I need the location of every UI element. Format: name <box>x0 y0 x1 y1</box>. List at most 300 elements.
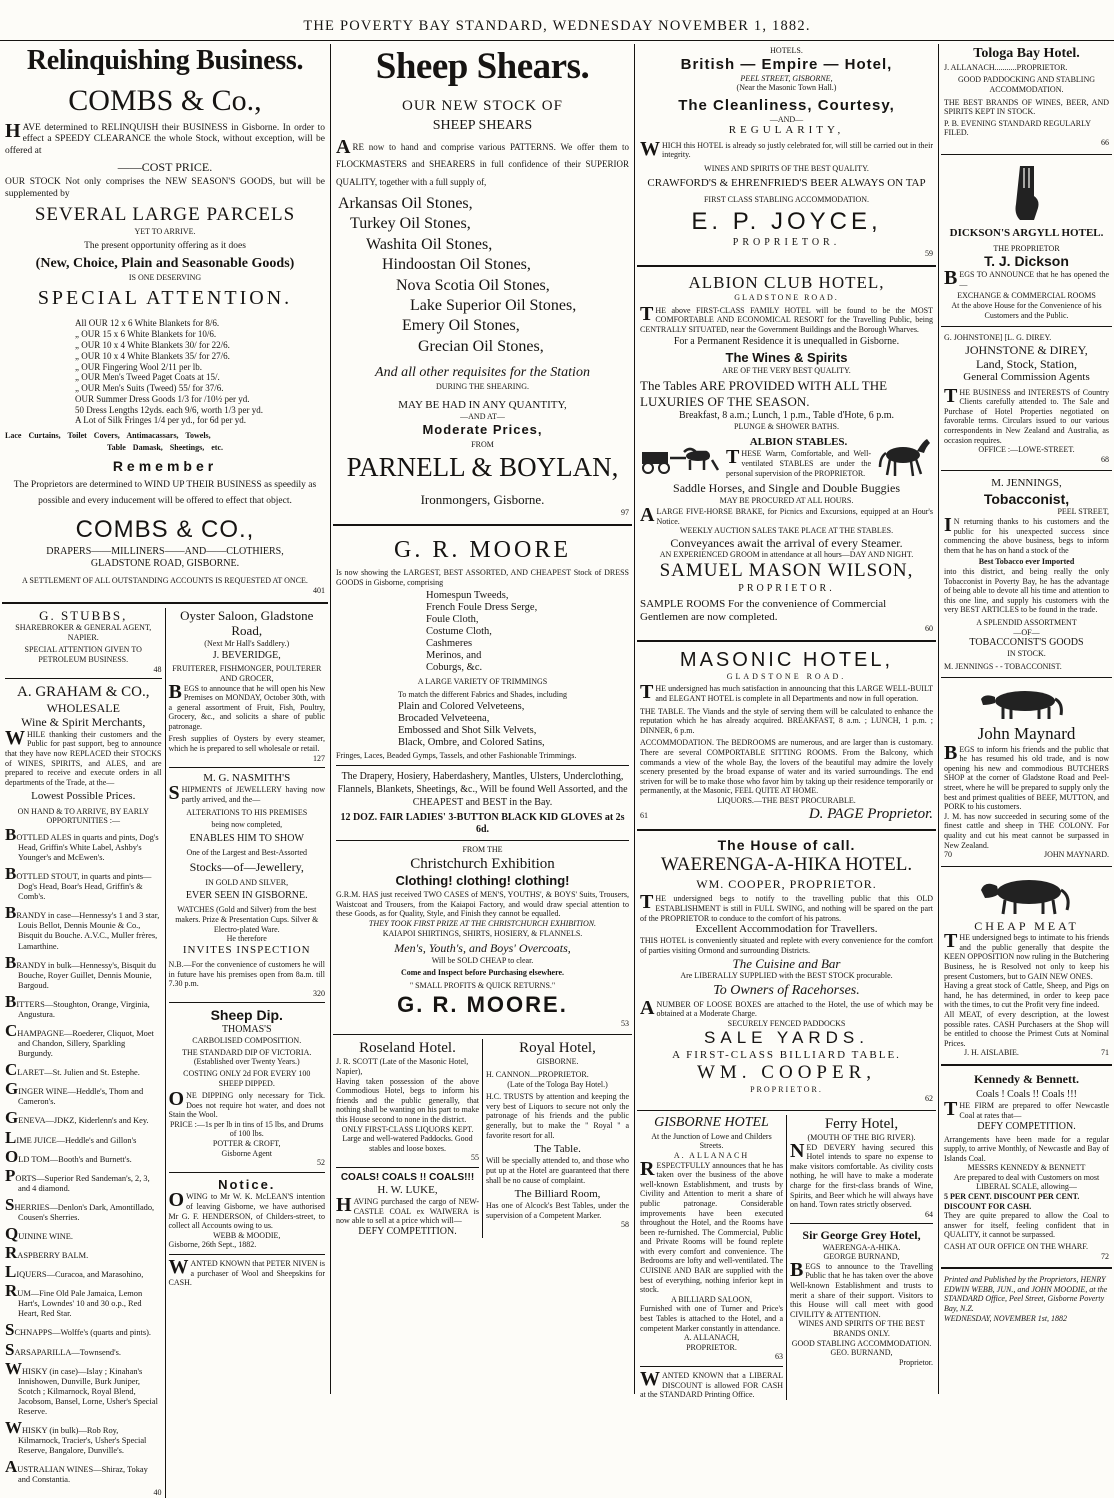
nasmith-title: M. G. NASMITH'S <box>203 772 291 785</box>
joyce-name: E. P. JOYCE, <box>691 208 882 236</box>
oyster-title: Oyster Saloon, Gladstone Road, <box>180 607 314 639</box>
near-town-hall: (Near the Masonic Town Hall.) <box>736 83 837 93</box>
column-divider <box>330 44 331 1394</box>
jennings-street: PEEL STREET, <box>1057 507 1109 517</box>
nasmith-alt: ALTERATIONS TO HIS PREMISES <box>186 807 308 817</box>
graham-item: OLD TOM—Booth's and Burnett's. <box>5 1146 132 1166</box>
graham-item: LIME JUICE—Heddle's and Gillon's <box>5 1127 137 1147</box>
masonic-advert <box>637 646 936 826</box>
house-of-call: The House of call. <box>717 837 856 854</box>
ad-number: 68 <box>1101 454 1109 464</box>
masthead: THE POVERTY BAY STANDARD, WEDNESDAY NOVEMBER 1, 1882. <box>303 18 811 34</box>
cooper-proprietor: WM. COOPER, PROPRIETOR. <box>696 877 877 892</box>
allanach-signature: A. ALLANACH, <box>683 1333 740 1343</box>
christchurch-exhibition: Christchurch Exhibition <box>410 855 555 872</box>
ferry-body: NED DEVERY having secured this Hotel intends to spare no expense to make visitors comfortable. As civility costs nothing, he will have to make a moderate charge for the first-class brands of Wine, Spirits, and Beer which he will always have on hand. Town rates strictly observed. <box>790 1139 933 1210</box>
proprietor: PROPRIETOR. <box>686 1342 737 1352</box>
new-choice: (New, Choice, Plain and Seasonable Goods) <box>35 255 295 271</box>
combs-name: COMBS & Co., <box>68 83 262 117</box>
combs-advert <box>2 44 328 598</box>
crawfords-beer: CRAWFORD'S & EHRENFRIED'S BEER ALWAYS ON TAP <box>647 177 926 190</box>
column-1 <box>2 44 328 1498</box>
johnstone-advert <box>941 331 1112 466</box>
oil-stone: Washita Oil Stones, <box>366 235 493 253</box>
graham-item: BITTERS—Stoughton, Orange, Virginia, Angustura. <box>5 991 150 1019</box>
moore-trimmings: A LARGE VARIETY OF TRIMMINGS <box>417 677 548 687</box>
oyster-name: J. BEVERIDGE, <box>212 650 281 662</box>
kennedy-cash: CASH AT OUR OFFICE ON THE WHARF. <box>944 1242 1089 1252</box>
overcoats: Men's, Youth's, and Boys' Overcoats, <box>394 941 571 956</box>
liberally-supplied: Are LIBERALLY SUPPLIED with the BEST STOCK procurable. <box>680 971 893 981</box>
albion-stables-text <box>726 436 871 478</box>
masthead-rule <box>0 40 1114 41</box>
graham-item: BOTTLED ALES in quarts and pints, Dog's Head, Griffin's White Label, Ashby's Younger's and McEwen's. <box>5 824 159 862</box>
loose-boxes: ANUMBER OF LOOSE BOXES are attached to the Hotel, the use of which may be obtained at a Moderate Charge. <box>640 996 933 1019</box>
dickson-body: BEGS TO ANNOUNCE that he has opened the— <box>944 267 1109 290</box>
permanent-residence: For a Permanent Residence it is unequalled in Gisborne. <box>673 336 900 348</box>
very-best-quality: ARE OF THE VERY BEST QUALITY. <box>722 365 851 375</box>
small-profits: " SMALL PROFITS & QUICK RETURNS." <box>409 980 556 990</box>
column-divider <box>634 44 635 1394</box>
royal-billiard: The Billiard Room, <box>514 1188 601 1201</box>
best-tobacco: Best Tobacco ever Imported <box>978 557 1075 567</box>
masonic-table: THE TABLE. The Viands and the style of serving them will be calculated to enhance the reputation which he has already acquired. BREAKFAST, 8 a.m. ; LUNCH, 1 p.m. ; DINNER, 6 p.m. <box>640 706 933 735</box>
tologa-advert <box>941 44 1112 150</box>
subcol-right <box>482 1039 632 1238</box>
nasmith-invites: INVITES INSPECTION <box>182 943 311 956</box>
ad-number: 61 <box>640 811 648 821</box>
plunge-baths: PLUNGE & SHOWER BATHS. <box>734 421 839 431</box>
graham-item: QUININE WINE. <box>5 1224 73 1243</box>
royal-late: (Late of the Tologa Bay Hotel.) <box>507 1079 608 1089</box>
opportunity: The present opportunity offering as it does <box>84 240 246 251</box>
roseland-jr: J. R. SCOTT (Late of the Masonic Hotel, Napier), <box>336 1057 469 1076</box>
moore-velvets: Plain and Colored Velveteens, Brocaded Velveteena, Embossed and Shot Silk Velvets, Black, Ombre, and Colored Satins, <box>398 701 545 749</box>
graham-item: SARSAPARILLA—Townsend's. <box>5 1339 121 1359</box>
tobacconist: Tobacconist, <box>983 490 1070 507</box>
fenced-paddocks: SECURELY FENCED PADDOCKS <box>727 1018 846 1028</box>
clothing-banner: Clothing! clothing! clothing! <box>395 872 570 888</box>
maynard-footer <box>944 850 1109 860</box>
ad-number: 71 <box>1101 1048 1109 1058</box>
oil-stone: Emery Oil Stones, <box>402 317 520 335</box>
kennedy-deal: Are prepared to deal with Customers on most LIBERAL SCALE, allowing— <box>953 1172 1100 1192</box>
gisborne-allanach: A. ALLANACH <box>673 1150 750 1160</box>
exchange-rooms: EXCHANGE & COMMERCIAL ROOMS <box>957 291 1096 301</box>
goods-line-1: Lace Curtains, Toilet Covers, Antimacassars, Towels, <box>5 431 211 441</box>
masonic-road: GLADSTONE ROAD. <box>726 671 847 681</box>
nasmith-stocks: Stocks—of—Jewellery, <box>189 860 304 875</box>
come-inspect: Come and Inspect before Purchasing elsewhere. <box>400 968 565 978</box>
jennings-body-2: into this district, and being really the only Tobacconist in Poverty Bay, he has the advantage of being able to devote all his time and attention to this one line, and supply his customers with the very BEST ARTICLES to be found in the trade. <box>944 566 1109 615</box>
wines-and-spirits: The Wines & Spirits <box>725 350 848 366</box>
graham-item: LIQUERS—Curacoa, and Marasohino, <box>5 1262 144 1282</box>
one-deserving: IS ONE DESERVING <box>128 272 202 282</box>
nasmith-enables: ENABLES HIM TO SHOW <box>189 832 304 844</box>
special-attention: SPECIAL ATTENTION. <box>37 287 293 310</box>
during-shearing: DURING THE SHEARING. <box>436 382 529 392</box>
station-requisites: And all other requisites for the Station <box>375 365 590 381</box>
albion-stables-block <box>640 435 933 479</box>
masonic-liquors: LIQUORS.—THE BEST PROCURABLE. <box>717 795 856 805</box>
graham-wine: Wine & Spirit Merchants, <box>21 715 146 730</box>
sample-rooms: SAMPLE ROOMS For the convenience of Commercial Gentlemen are now completed. <box>640 597 887 623</box>
kennedy-quality: They are quite prepared to allow the Coal to answer for itself, feeling confident that in QUALITY, it cannot be surpassed. <box>944 1211 1109 1240</box>
combs-trades: DRAPERS——MILLINERS——AND——CLOTHIERS, <box>46 546 284 558</box>
wm-cooper: WM. COOPER, <box>696 1061 877 1083</box>
notice-signature: WEBB & MOODIE, <box>213 1230 281 1240</box>
moderate-prices: Moderate Prices, <box>422 421 543 437</box>
graham-name: A. GRAHAM & CO., <box>16 684 150 701</box>
ad-number: 127 <box>313 753 325 763</box>
nasmith-watches: WATCHES (Gold and Silver) from the best makers. Prize & Presentation Cups. Silver & Electro-plated Ware. <box>175 905 319 934</box>
roseland-paddocks: Large and well-watered Paddocks. Good stables and loose boxes. <box>342 1134 473 1153</box>
moore-dress-goods: Homespun Tweeds, French Foule Dress Serge, Foule Cloth, Costume Cloth, Cashmeres Merinos, and Coburgs, &c. <box>426 589 538 673</box>
masonic-title: MASONIC HOTEL, <box>679 648 894 671</box>
ad-number: 62 <box>925 1094 933 1104</box>
oyster-body: BEGS to announce that he will open his New Premises on MONDAY, October 30th, with a general assortment of Fruit, Fish, Poultry, Grocery, &c., and solicits a share of public patronage. <box>168 680 325 731</box>
graham-item: RASPBERRY BALM. <box>5 1243 89 1263</box>
kennedy-bennett: Kennedy & Bennett. <box>974 1071 1079 1086</box>
aislabie-body: THE undersigned begs to intimate to his friends and the public generally that despite the KEEN OPPOSITION now ruling in the Butchering Business, he is Resolved not only to keep his present Customers, but to GAIN NEW ONES. <box>944 930 1109 981</box>
tologa-standard: P. B. EVENING STANDARD REGULARLY FILED. <box>944 118 1091 138</box>
roseland-body: Having taken possession of the above Commodious Hotel, begs to inform his friends and the public generally, that nothing shall be wanting on his part to make this House second to none in the district. <box>336 1076 479 1124</box>
combs-name-2: COMBS & CO., <box>75 515 255 543</box>
imprint-date: WEDNESDAY, NOVEMBER 1st, 1882 <box>944 1313 1068 1323</box>
aislabie-footer <box>944 1048 1109 1058</box>
graham-item: WHISKY (in bulk)—Rob Roy, Kilmarnock, Tracier's, Usher's Special Reserve, Bangalore, Dunville's. <box>5 1418 147 1456</box>
cattle-icon <box>977 687 1077 721</box>
royal-billiard-body: Has one of Alcock's Best Tables, under the supervision of a Competent Marker. <box>486 1201 629 1220</box>
goods-line-2: Table Damask, Sheetings, etc. <box>106 442 224 452</box>
luke-body: HAVING purchased the cargo of NEW-CASTLE COAL ex WAIWERA is now able to sell at a price which will— <box>336 1194 479 1226</box>
graham-item: CLARET—St. Julien and St. Estephe. <box>5 1060 140 1080</box>
the-proprietor: THE PROPRIETOR <box>993 243 1060 253</box>
proprietor: PROPRIETOR. <box>738 582 835 594</box>
moore-name-2: G. R. MOORE. <box>397 992 568 1018</box>
burnand-body: BEGS to announce to the Travelling Public that he has taken over the above Well-known Establishment and trusts to merit a share of their support. Visitors to this House will call meet with good CIVILITY & ATTENTION. <box>790 1258 933 1319</box>
nasmith-here: He therefore <box>226 934 267 944</box>
and-at: —AND AT— <box>460 411 505 421</box>
maynard-signature: JOHN MAYNARD. <box>1043 850 1109 860</box>
graham-item: PORTS—Superior Red Sandeman's, 2, 3, and 4 diamond. <box>5 1165 150 1193</box>
cost-price: ——COST PRICE. <box>117 159 213 174</box>
moore-fringes: Fringes, Laces, Beaded Gymps, Tassels, and other Fashionable Trimmings. <box>336 751 577 761</box>
oyster-body-2: Fresh supplies of Oysters by every steamer, which he is prepared to sell wholesale or retail. <box>168 734 325 754</box>
the-tables: The Tables ARE PROVIDED WITH ALL THE LUXURIES OF THE SEASON. <box>640 378 888 410</box>
ad-number: 58 <box>621 1220 629 1230</box>
sheep-dip-carb: CARBOLISED COMPOSITION. <box>192 1036 302 1046</box>
graham-item: CHAMPAGNE—Roederer, Cliquot, Moet and Chandon, Sillery, Sparkling Burgundy. <box>5 1020 154 1059</box>
moore-drapery: The Drapery, Hosiery, Haberdashery, Mantles, Ulsters, Underclothing, Flannels, Blankets, Sheetings, &c., Will be found Well Assorted, and the CHEAPEST and BEST in the Bay. <box>337 771 628 809</box>
subcol-left <box>637 1115 786 1400</box>
nasmith-nb: N.B.—For the convenience of customers he will in future have his premises open from 8a.m. till 7.30 p.m. <box>168 959 325 989</box>
column-4 <box>941 44 1112 1392</box>
sheep-dip-agent: Gisborne Agent <box>221 1148 272 1158</box>
hotels-heading: HOTELS. <box>770 46 803 55</box>
wanted-known: WANTED KNOWN that a LIBERAL DISCOUNT is allowed FOR CASH at the STANDARD Printing Office. <box>640 1368 783 1400</box>
british-empire-advert <box>637 44 936 261</box>
subcol-left <box>333 1039 482 1238</box>
ad-number: 59 <box>925 248 933 258</box>
any-quantity: MAY BE HAD IN ANY QUANTITY, <box>398 398 567 411</box>
cheap-meat-advert <box>941 871 1112 1060</box>
notice-title: Notice. <box>218 1176 276 1192</box>
graham-item: BRANDY in case—Hennessy's 1 and 3 star, Louis Bellot, Dennis Mounie & Co., Bisquit du Bouche. A.V.C., Muller frères, Lamarthine. <box>5 903 160 951</box>
stubbs-role: SHAREBROKER & GENERAL AGENT, NAPIER. <box>15 623 152 642</box>
ad-number: 97 <box>621 508 629 518</box>
jennings-advert <box>941 475 1112 673</box>
graham-hand: ON HAND & TO ARRIVE, BY EARLY OPPORTUNITIES :— <box>17 806 149 826</box>
ironmongers: Ironmongers, Gisborne. <box>420 492 545 508</box>
albion-advert <box>637 271 936 636</box>
royal-table-body: Will be specially attended to, and those who put up at the Hotel are guaranteed that there shall be no cause of complaint. <box>486 1156 629 1185</box>
conveyances: Conveyances await the arrival of every Steamer. <box>670 536 903 551</box>
masonic-body: THE undersigned has much satisfaction in announcing that this LARGE WELL-BUILT and ELEGANT HOTEL is complete in all Departments and now in full operation. <box>640 681 933 704</box>
sheep-shears-sub: SHEEP SHEARS <box>432 117 533 133</box>
roseland-liquors: ONLY FIRST-CLASS LIQUORS KEPT. <box>341 1124 474 1134</box>
waerenga-advert <box>637 835 936 1105</box>
nasmith-gold: IN GOLD AND SILVER, <box>205 877 289 887</box>
tobacconist-goods: TOBACCONIST'S GOODS <box>969 637 1084 649</box>
kennedy-defy: DEFY COMPETITION. <box>977 1120 1076 1132</box>
defy-competition: DEFY COMPETITION. <box>358 1225 457 1237</box>
nasmith-near: being now completed, <box>211 820 283 830</box>
graham-lowest: Lowest Possible Prices. <box>31 790 136 803</box>
albion-title: ALBION CLUB HOTEL, <box>688 272 885 292</box>
coals-repeat: Coals ! Coals !! Coals !!! <box>976 1089 1077 1101</box>
royal-prop: H. CANNON....PROPRIETOR. <box>486 1069 589 1079</box>
yet-to-arrive: YET TO ARRIVE. <box>134 226 196 236</box>
billiard-furnished: Furnished with one of Turner and Price's best Tables is attached to the Hotel, and a competent Marker constantly in attendance. <box>640 1304 783 1333</box>
niven-wanted: WANTED KNOWN that PETER NIVEN is a purchaser of Wool and Sheepskins for CASH. <box>168 1256 325 1288</box>
kaiapoi: KAIAPOI SHIRTINGS, SHIRTS, HOSIERY, & FLANNELS. <box>382 928 583 938</box>
john-maynard: John Maynard <box>977 724 1076 744</box>
kennedy-discount: 5 PER CENT. DISCOUNT PER CENT. DISCOUNT FOR CASH. <box>944 1192 1080 1211</box>
notice-body: OWING to Mr W. K. McLEAN'S intention of leaving Gisborne, we have authorised Mr G. F. HENDERSON, of Childers-street, to collect all Accounts owing to us. <box>168 1189 325 1231</box>
aislabie-body-2: Having a great stock of Cattle, Sheep, and Pigs on hand, he has determined, in order to keep pace with the times, to cut the Profit very fine indeed. <box>944 981 1109 1010</box>
coach-icon <box>640 438 720 476</box>
argyll-advert <box>941 159 1112 323</box>
jennings-body: IN returning thanks to his customers and the public for his unexpected success since commencing the above business, begs to inform them that he has on hand a stock of the <box>944 513 1109 555</box>
dickson-at: At the above House for the Convenience of his Customers and the Public. <box>951 300 1102 320</box>
tj-dickson: T. J. Dickson <box>984 253 1069 270</box>
from: FROM <box>471 440 494 450</box>
and: —AND— <box>769 114 804 124</box>
ad-number: 60 <box>925 624 933 634</box>
luke-name: H. W. LUKE, <box>377 1183 438 1196</box>
albion-body: THE above FIRST-CLASS FAMILY HOTEL will be found to be the MOST COMFORTABLE AND ECONOMICAL RESORT for the Travelling Public, being CENTRALLY SITUATED, near the Government Buildings and the Borough Wharves. <box>640 302 933 334</box>
wines-spirits: WINES AND SPIRITS OF THE BEST QUALITY. <box>704 163 869 173</box>
peel-street: PEEL STREET, GISBORNE, <box>740 73 833 83</box>
maynard-body-2: J. M. has now succeeded in securing some of the finest cattle and sheep in THE COLONY. For quality and cut his meat cannot be surpassed in New Zealand. <box>944 811 1109 850</box>
tologa-paddocking: GOOD PADDOCKING AND STABLING ACCOMMODATION. <box>957 75 1096 94</box>
oil-stone: Lake Superior Oil Stones, <box>410 296 577 314</box>
royal-place: GISBORNE. <box>536 1057 579 1067</box>
ad-number: 70 <box>944 850 952 860</box>
first-prize: THEY TOOK FIRST PRIZE AT THE CHRISTCHURCH EXHIBITION. <box>368 919 597 929</box>
ad-number: 320 <box>313 988 325 998</box>
burnand-signature: GEO. BURNAND, <box>830 1348 893 1358</box>
meal-times: Breakfast, 8 a.m.; Lunch, 1 p.m., Table d'Hote, 6 p.m. <box>678 409 895 421</box>
of: —OF— <box>1013 627 1040 637</box>
royal-body: H.C. TRUSTS by attention and keeping the very best of Liquors to secure not only the patronage of his friends and the public generally, but to make the " Royal " a favorite resort for all. <box>486 1092 629 1140</box>
ferry-mouth: (MOUTH OF THE BIG RIVER). <box>807 1132 916 1142</box>
sheep-dip-price: PRICE :—1s per lb in tins of 15 lbs, and Drums of 100 lbs. <box>169 1119 324 1139</box>
oil-stones <box>336 194 629 358</box>
imprint <box>941 1273 1112 1325</box>
graham-item: SCHNAPPS—Wolffe's (quarts and pints). <box>5 1320 152 1340</box>
weekly-auction: WEEKLY AUCTION SALES TAKE PLACE AT THE STABLES. <box>679 526 894 536</box>
owners-racehorses: To Owners of Racehorses. <box>713 982 860 998</box>
ad-number: 72 <box>1101 1251 1109 1261</box>
moore-intro: Is now showing the LARGEST, BEST ASSORTED, AND CHEAPEST Stock of DRESS GOODS in Gisborne, comprising <box>336 568 629 587</box>
ad-number: 66 <box>1101 137 1109 147</box>
sheep-shears-title: Sheep Shears. <box>375 46 590 87</box>
stubbs-special: SPECIAL ATTENTION GIVEN TO PETROLEUM BUSINESS. <box>24 645 142 664</box>
coals-banner: COALS! COALS !! COALS!!! <box>340 1171 475 1183</box>
kennedy-advert <box>941 1070 1112 1263</box>
roseland-title: Roseland Hotel. <box>359 1040 456 1057</box>
moore-name: G. R. MOORE <box>393 536 571 563</box>
ad-number: 40 <box>153 1488 162 1498</box>
gisborne-junction: At the Junction of Lowe and Childers Streets. <box>651 1131 772 1151</box>
five-horse-brake: ALARGE FIVE-HORSE BRAKE, for Picnics and Excursions, equipped at an Hour's Notice. <box>640 504 933 527</box>
waerenga-body: THE undersigned begs to notify to the travelling public that this OLD ESTABLISHMENT is still in FULL SWING, and nothing will be spared on the part of the PROPRIETOR to conduce to the comfort of his patrons. <box>640 891 933 923</box>
graham-wholesale: WHOLESALE <box>46 701 120 716</box>
price-list: All OUR 12 x 6 White Blankets for 8/6. „ OUR 15 x 6 White Blankets for 10/6. „ OUR 10 x 4 White Blankets 30/ for 22/6. „ OUR 10 x 4 White Blankets 35/ for 27/6. „ OUR Fingering Wool 2/11 per lb. „ OUR Men's Tweed Paget Coats at 15/. „ OUR Men's Suits (Tweed) 55/ for 37/6. OUR Summer Dress Goods 1/3 for /10½ per yd. 50 Dress Lengths 12yds. each 9/6, worth 1/3 per yd. A Lot of Silk Fringes 1/4 per yd., for 6d per yd. <box>75 318 263 426</box>
oyster-trade: FRUITERER, FISHMONGER, POULTERER AND GROCER, <box>172 664 322 683</box>
sheep-dip-potter: POTTER & CROFT, <box>212 1139 281 1149</box>
tologa-title: Tologa Bay Hotel. <box>973 46 1080 61</box>
experienced-groom: AN EXPERIENCED GROOM in attendance at all hours—DAY AND NIGHT. <box>659 550 914 560</box>
horse-icon <box>877 435 933 479</box>
nasmith-body: SHIPMENTS of JEWELLERY having now partly arrived, and the— <box>168 782 325 805</box>
oil-stone: Hindoostan Oil Stones, <box>382 256 531 274</box>
ad-number: 401 <box>313 585 325 595</box>
in-stock: IN STOCK. <box>1007 649 1046 659</box>
ferry-title: Ferry Hotel, <box>824 1115 899 1132</box>
sheep-dip-est: (Established over Twenty Years.) <box>193 1057 300 1067</box>
oil-stone: Grecian Oil Stones, <box>418 337 544 355</box>
shears-body: ARE now to hand and comprise various PATTERNS. We offer them to FLOCKMASTERS and SHEARERS in full confidence of their SUPERIOR QUALITY, together with a full supply of, <box>336 136 629 187</box>
proprietor: PROPRIETOR. <box>750 1084 823 1094</box>
graham-item: GINGER WINE—Heddle's, Thom and Cameron's. <box>5 1079 144 1107</box>
burnand-name: GEORGE BURNAND, <box>823 1252 900 1262</box>
graham-item: BOTTLED STOUT, in quarts and pints— Dog's Head, Boar's Head, Griffin's & Comb's. <box>5 864 152 902</box>
sheep-dip-cost: COSTING ONLY 2d FOR EVERY 100 <box>183 1068 311 1078</box>
british-empire-body: WHICH this HOTEL is already so justly celebrated for, will still be carried out in their integrity. <box>640 137 933 160</box>
settlement: A SETTLEMENT OF ALL OUTSTANDING ACCOUNTS IS REQUESTED AT ONCE. <box>22 576 308 586</box>
billiard-saloon: A BILLIARD SALOON, <box>670 1294 753 1304</box>
graham-item: BRANDY in bulk—Hennessy's, Bisquit du Bouche, Royer Guillet, Dennis Mounie, Bargoud. <box>5 952 156 990</box>
johnstone-direy: JOHNSTONE & DIREY, <box>965 342 1088 357</box>
sheep-dip-title: Sheep Dip. <box>210 1007 283 1024</box>
sir-george-grey-title: Sir George Grey Hotel, <box>802 1228 921 1243</box>
jennings-signature: M. JENNINGS - - TOBACCONIST. <box>944 661 1062 671</box>
oil-stone: Turkey Oil Stones, <box>350 215 471 233</box>
moore-gloves: 12 DOZ. FAIR LADIES' 3-BUTTON BLACK KID GLOVES at 2s 6d. <box>340 812 625 836</box>
aislabie-body-3: All MEAT, of every description, at the lowest possible rates. CASH Purchasers at the Shop will be entitled to choose the Primest Cuts at Nominal Prices. <box>944 1009 1109 1048</box>
gisborne-hotel-title: GISBORNE HOTEL <box>654 1114 769 1130</box>
gladstone-road: GLADSTONE ROAD. <box>734 292 839 302</box>
grm-body: G.R.M. HAS just received TWO CASES of MEN'S, YOUTHS', & BOYS' Suits, Trousers, Waistcoat and Trousers, from the Kaiapoi Factory, and would draw special attention to these Goods, as for Quality, Style, and Finish they cannot be equalled. <box>336 890 629 919</box>
graham-item: SHERRIES—Denlon's Dark, Amontillado, Cousen's Sherries. <box>5 1194 155 1222</box>
sale-yards: SALE YARDS. <box>704 1028 869 1048</box>
procured-all-hours: MAY BE PROCURED AT ALL HOURS. <box>719 495 854 505</box>
burnand-wines: WINES AND SPIRITS OF THE BEST BRANDS ONLY. <box>798 1319 925 1339</box>
splendid-assortment: A SPLENDID ASSORTMENT <box>976 617 1077 627</box>
land-stock-station: Land, Stock, Station, <box>976 357 1077 372</box>
kennedy-messrs: MESSRS KENNEDY & BENNETT <box>967 1163 1086 1173</box>
johnstone-names: G. JOHNSTONE] [L. G. DIREY. <box>944 333 1052 343</box>
masonic-accommodation: ACCOMMODATION. The BEDROOMS are numerous, and are larger than is customary. There are several COMPORTABLE SITTING ROOMS. From the Balcony, which commands a view of the whole Bay, the lovers of the beautiful may admire the lovely scenery presented by the broad expanse of water and its varied surroundings. The end striven for will be to make those who favor him by taking up their residence temporarily or permanently, at the Masonic, FEEL QUITE AT HOME. <box>640 738 933 796</box>
kennedy-arrangements: Arrangements have been made for a regular supply, to arrive Monthly, of Newcastle and Bay of Islands Coal. <box>944 1134 1109 1163</box>
sheep-dip-thomas: THOMAS'S <box>221 1024 272 1036</box>
ad-number: 64 <box>925 1209 933 1219</box>
moore-advert <box>333 530 632 1031</box>
several-parcels: SEVERAL LARGE PARCELS <box>34 204 296 226</box>
british-empire-title: British — Empire — Hotel, <box>680 55 893 73</box>
bull-icon <box>977 876 1077 916</box>
subcol-left <box>2 608 165 1498</box>
combs-address: GLADSTONE ROAD, GISBORNE. <box>90 558 240 570</box>
excellent-accommodation: Excellent Accommodation for Travellers. <box>695 923 878 936</box>
kennedy-body: THE FIRM are prepared to offer Newcastle Coal at rates that— <box>944 1098 1109 1121</box>
column-2-subcolumns <box>333 1039 632 1238</box>
aislabie-signature: J. H. AISLABIE. <box>964 1048 1019 1058</box>
column-3 <box>637 44 936 1400</box>
nasmith-one: One of the Largest and Best-Assorted <box>186 847 307 857</box>
saddle-horses: Saddle Horses, and Single and Double Buggies <box>673 481 900 496</box>
ad-number: 63 <box>775 1352 783 1362</box>
oil-stone: Nova Scotia Oil Stones, <box>396 276 550 294</box>
sold-cheap: Will be SOLD CHEAP to clear. <box>431 955 534 965</box>
sheep-shears-advert <box>333 44 632 520</box>
royal-table: The Table. <box>534 1143 581 1156</box>
graham-item: AUSTRALIAN WINES—Shiraz, Tokay and Constantia. <box>5 1457 148 1485</box>
graham-body: WHILE thanking their customers and the Public for past support, beg to announce that they have now REPLACED their STOCKS of WINES, SPIRITS, and ALES, and are prepared to receive and execute orders in all departments of the Trade, at the— <box>5 726 162 787</box>
cuisine-bar: The Cuisine and Bar <box>732 955 841 971</box>
notice-date: Gisborne, 26th Sept., 1882. <box>168 1240 257 1250</box>
oil-stone: Arkansas Oil Stones, <box>338 194 473 212</box>
first-class-stabling: FIRST CLASS STABLING ACCOMMODATION. <box>703 194 869 204</box>
proprietor: PROPRIETOR. <box>732 236 841 248</box>
cleanliness: The Cleanliness, Courtesy, <box>678 96 895 114</box>
graham-item: GENEVA—JDKZ, Kiderlenn's and Key. <box>5 1108 149 1128</box>
waerenga-convenient: THIS HOTEL is conveniently situated and replete with every convenience for the comfort of parties visiting Ormond and surrounding Districts. <box>640 936 933 956</box>
column-divider <box>938 44 939 1394</box>
cheap-meat: CHEAP MEAT <box>974 918 1079 933</box>
burnand-stabling: GOOD STABLING ACCOMMODATION. <box>791 1338 932 1348</box>
albion-stables-title: ALBION STABLES. <box>749 436 848 449</box>
tologa-best-brands: THE BEST BRANDS OF WINES, BEER, AND SPIRITS KEPT IN STOCK. <box>944 97 1109 117</box>
column-3-subcolumns <box>637 1115 936 1400</box>
stubbs-name: G. STUBBS, <box>39 607 128 623</box>
subcol-right <box>165 608 329 1498</box>
nasmith-ever: EVER SEEN IN GISBORNE. <box>185 890 308 902</box>
column-2 <box>333 44 632 1392</box>
printed-by: Printed and Published by the Proprietors, HENRY EDWIN WEBB, JUN., and JOHN MOODIE, at the STANDARD Office, Peel Street, Gisborne Poverty Bay, N.Z. <box>944 1275 1108 1313</box>
burnand-proprietor: Proprietor. <box>899 1357 933 1367</box>
wind-up: The Proprietors are determined to WIND UP THEIR BUSINESS as speedily as possible and every inducement will be offered to effect that object. <box>13 480 317 507</box>
new-stock: OUR NEW STOCK OF <box>402 97 563 114</box>
billiard-table: A FIRST-CLASS BILLIARD TABLE. <box>672 1048 901 1061</box>
oyster-sub: (Next Mr Hall's Saddlery.) <box>204 638 290 648</box>
maynard-body: BEGS to inform his friends and the public that he has resumed his old trade, and is now opening his new and commodious BUTCHERS SHOP at the corner of Gladstone Road and Peel-street, where he will be prepared to supply only the best and primest qualities of BEEF, MUTTON, and PORK to his customers. <box>944 741 1109 812</box>
remember: Remember <box>112 458 218 475</box>
albion-stables-body: THESE Warm, Comfortable, and Well-ventilated STABLES are under the personal supervision of the PROPRIETOR. <box>726 446 871 478</box>
